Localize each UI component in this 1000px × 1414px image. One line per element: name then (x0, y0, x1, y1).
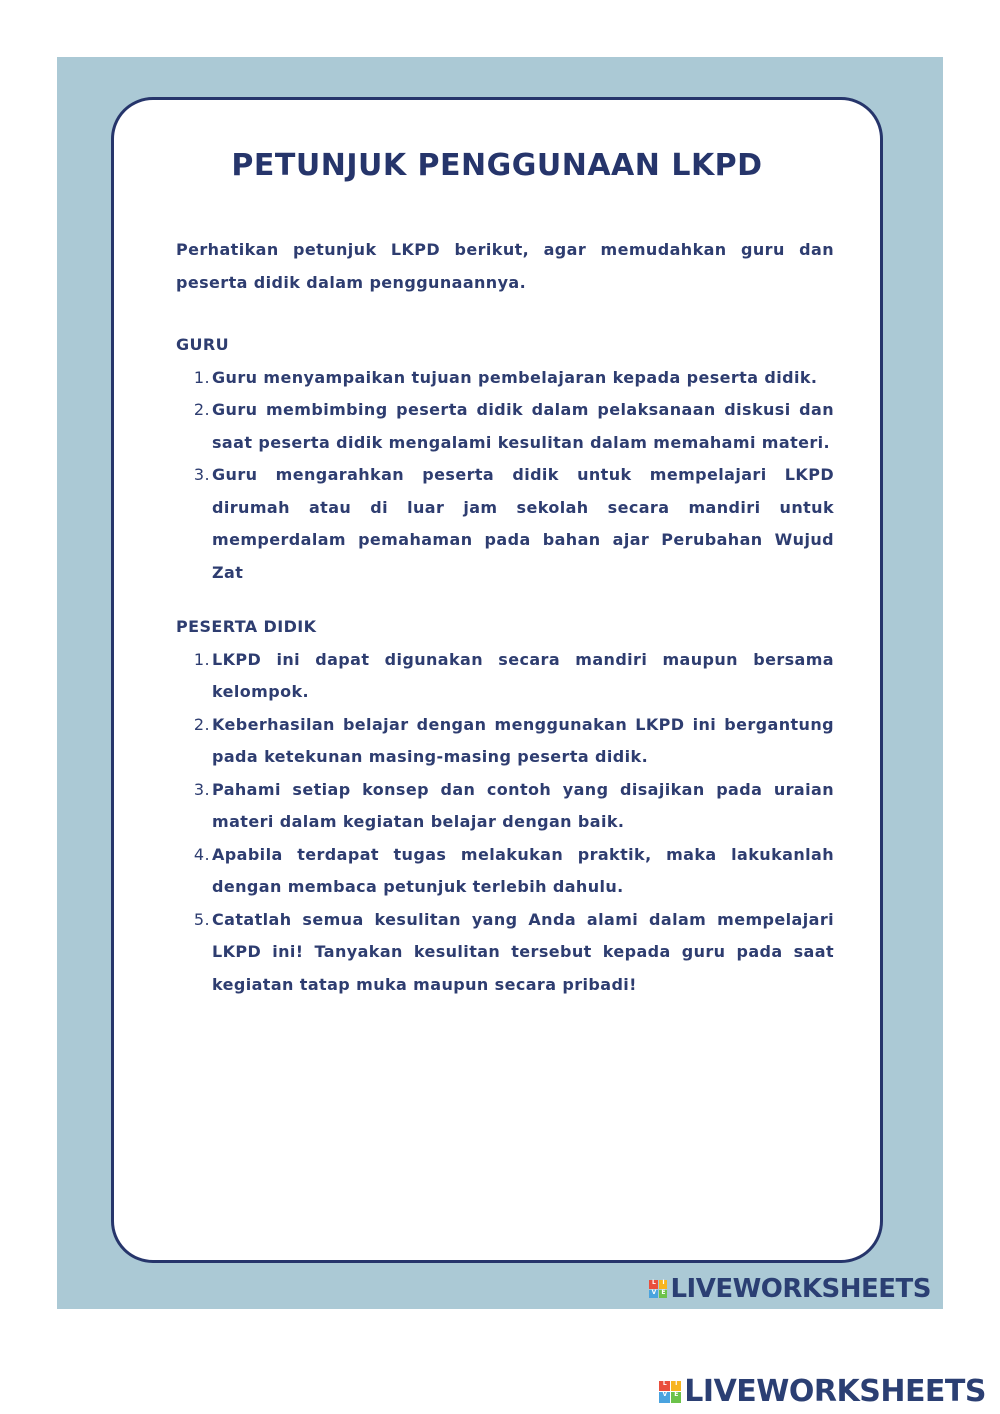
list-item-text: Apabila terdapat tugas melakukan praktik, maka lakukanlah dengan membaca petunjuk terlebih dahulu. (212, 844, 834, 896)
list-item-number: 3. (193, 779, 210, 799)
guru-steps-list (176, 362, 834, 590)
instruction-card (111, 97, 883, 1263)
list-item-text: LKPD ini dapat digunakan secara mandiri maupun bersama kelompok. (212, 649, 834, 701)
list-item-number: 1. (193, 367, 210, 387)
list-item-number: 4. (193, 844, 210, 864)
list-item-number: 2. (193, 400, 210, 419)
page-title: PETUNJUK PENGGUNAAN LKPD (231, 148, 763, 183)
list-item (176, 904, 834, 1002)
liveworksheets-watermark-inner (649, 1274, 931, 1304)
list-item-text: Guru mengarahkan peserta didik untuk mempelajari LKPD dirumah atau di luar jam sekolah secara mandiri untuk memperdalam pemahaman pada bahan ajar Perubahan Wujud Zat (212, 465, 834, 582)
list-item-number: 5. (193, 909, 210, 929)
list-item (176, 644, 834, 709)
list-item-text: Keberhasilan belajar dengan menggunakan LKPD ini bergantung pada ketekunan masing-masing peserta didik. (212, 714, 834, 766)
list-item (176, 709, 834, 774)
list-item (176, 394, 834, 459)
list-item-number: 3. (193, 465, 210, 484)
intro-paragraph: Perhatikan petunjuk LKPD berikut, agar memudahkan guru dan peserta didik dalam penggunaannya. (176, 240, 834, 292)
worksheet-background (57, 57, 943, 1309)
section-heading-peserta-didik: PESERTA DIDIK (176, 617, 317, 636)
list-item-text: Catatlah semua kesulitan yang Anda alami dalam mempelajari LKPD ini! Tanyakan kesulitan tersebut kepada guru pada saat kegiatan tatap muka maupun secara pribadi! (212, 909, 834, 994)
watermark-text: LIVEWORKSHEETS (670, 1274, 931, 1304)
watermark-text: LIVEWORKSHEETS (684, 1374, 986, 1409)
list-item-number: 1. (193, 649, 210, 669)
list-item-text: Guru menyampaikan tujuan pembelajaran kepada peserta didik. (212, 367, 818, 387)
peserta-didik-steps-list (176, 644, 834, 1002)
liveworksheets-logo-icon: L I V E (649, 1280, 667, 1298)
list-item (176, 774, 834, 839)
section-heading-guru: GURU (176, 335, 230, 354)
list-item-number: 2. (193, 714, 210, 734)
liveworksheets-logo-icon: L I V E (659, 1381, 681, 1403)
list-item-text: Pahami setiap konsep dan contoh yang disajikan pada uraian materi dalam kegiatan belajar dengan baik. (212, 779, 834, 831)
list-item (176, 459, 834, 589)
list-item (176, 362, 834, 395)
list-item-text: Guru membimbing peserta didik dalam pelaksanaan diskusi dan saat peserta didik mengalami kesulitan dalam memahami materi. (212, 400, 834, 452)
instruction-content (176, 234, 834, 1023)
liveworksheets-watermark-outer[interactable] (659, 1374, 986, 1409)
list-item (176, 839, 834, 904)
